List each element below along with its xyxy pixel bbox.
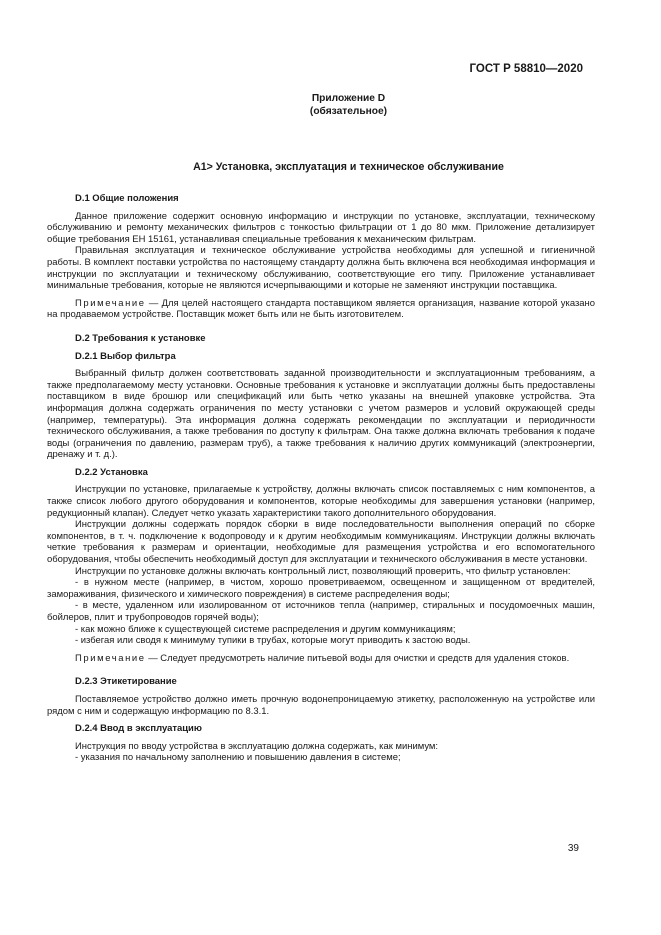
d1-note bbox=[47, 298, 595, 321]
d1-paragraph-2: Правильная эксплуатация и техническое обслуживание устройства необходимы для успешной и гигиеничной работы. В комплект поставки устройства по настоящему стандарту должна быть включена вся необходимая информация и инструкции по эксплуатации и техническому обслуживанию, соответствующие его типу. Приложение устанавливает минимальные требования, которые не являются исчерпывающими и которые не заменяют инструкции поставщика. bbox=[47, 245, 595, 292]
note-label: Примечание bbox=[75, 652, 146, 664]
d22-paragraph-3: Инструкции по установке должны включать контрольный лист, позволяющий проверить, что фильтр установлен: bbox=[75, 565, 571, 577]
section-title: А1> Установка, эксплуатация и техническое обслуживание bbox=[193, 161, 504, 173]
list-item: - указания по начальному заполнению и повышению давления в системе; bbox=[75, 752, 401, 764]
heading-d23: D.2.3 Этикетирование bbox=[75, 676, 177, 688]
heading-d22: D.2.2 Установка bbox=[75, 466, 148, 478]
list-item: - в нужном месте (например, в чистом, хорошо проветриваемом, освещенном и защищенном от вредителей, замораживания, физического и химического повреждения) в системе распределения воды; bbox=[47, 577, 595, 600]
annex-status: (обязательное) bbox=[309, 106, 388, 117]
d22-paragraph-1: Инструкции по установке, прилагаемые к устройству, должны включать список поставляемых с ним компонентов, а также список любого другого оборудования и компонентов, которые необходимы для завершения установки (например, редукционный клапан). Следует четко указать характеристики такого дополнительного оборудования. bbox=[47, 484, 595, 519]
note-text: — Для целей настоящего стандарта поставщиком является организация, название которой указано на продаваемом устройстве. Поставщик может быть или не быть изготовителем. bbox=[47, 297, 595, 321]
note-text: — Следует предусмотреть наличие питьевой воды для очистки и средств для удаления стоков. bbox=[145, 652, 570, 664]
annex-heading bbox=[0, 92, 661, 118]
d22-paragraph-2: Инструкции должны содержать порядок сборки в виде последовательности выполнения операций по сборке компонентов, в т. ч. подключение к водопроводу и к другим необходимым коммуникациям. Инструкции должны включать четкие требования к размерам и ориентации, необходимые для размещения устройства и его вспомогательного оборудования, чтобы обеспечить необходимый доступ для эксплуатации и технического обслуживания в месте установки. bbox=[47, 519, 595, 566]
annex-title: Приложение D bbox=[311, 93, 386, 104]
d1-paragraph-1: Данное приложение содержит основную информацию и инструкции по установке, эксплуатации, техническому обслуживанию и ремонту механических фильтров с тонкостью фильтрации от 1 до 80 мкм. Приложение детализирует общие требования ЕН 15161, устанавливая специальные требования к механическим фильтрам. bbox=[47, 210, 595, 245]
list-item: - в месте, удаленном или изолированном от источников тепла (например, стиральных и посудомоечных машин, бойлеров, плит и трубопроводов горячей воды); bbox=[47, 600, 595, 623]
heading-d21: D.2.1 Выбор фильтра bbox=[75, 350, 176, 362]
d22-note bbox=[47, 653, 595, 665]
document-body bbox=[47, 193, 595, 764]
d23-paragraph: Поставляемое устройство должно иметь прочную водонепроницаемую этикетку, расположенную на устройстве или рядом с ним и содержащую информацию по 8.3.1. bbox=[47, 693, 595, 717]
heading-d2: D.2 Требования к установке bbox=[75, 332, 206, 344]
heading-d1: D.1 Общие положения bbox=[75, 193, 179, 204]
list-item: - как можно ближе к существующей системе распределения и другим коммуникациям; bbox=[75, 623, 456, 635]
d21-paragraph: Выбранный фильтр должен соответствовать заданной производительности и эксплуатационным требованиям, а также предполагаемому месту установки. Основные требования к установке и эксплуатации должны быть предоставлены поставщиком в виде брошюр или спецификаций или быть четко указаны на внешней упаковке устройства. Эта информация должна содержать ограничения по месту установки с учетом размеров и условий окружающей среды (например, температуры). Эта информация должна содержать рекомендации по эксплуатации и периодичности технического обслуживания, а также требования по доступу к фильтрам. Она также должна включать требования к подаче воды (ограничения по давлению, размерам труб), а также требования к наличию других коммуникаций (электроэнергии, дренажу и т. д.). bbox=[47, 368, 595, 461]
d24-paragraph: Инструкция по вводу устройства в эксплуатацию должна содержать, как минимум: bbox=[75, 740, 439, 752]
page-number: 39 bbox=[567, 843, 579, 854]
list-item: - избегая или сводя к минимуму тупики в трубах, которые могут приводить к застою воды. bbox=[75, 635, 471, 647]
standard-header: ГОСТ Р 58810—2020 bbox=[469, 63, 583, 75]
heading-d24: D.2.4 Ввод в эксплуатацию bbox=[75, 723, 202, 735]
note-label: Примечание bbox=[75, 297, 146, 309]
